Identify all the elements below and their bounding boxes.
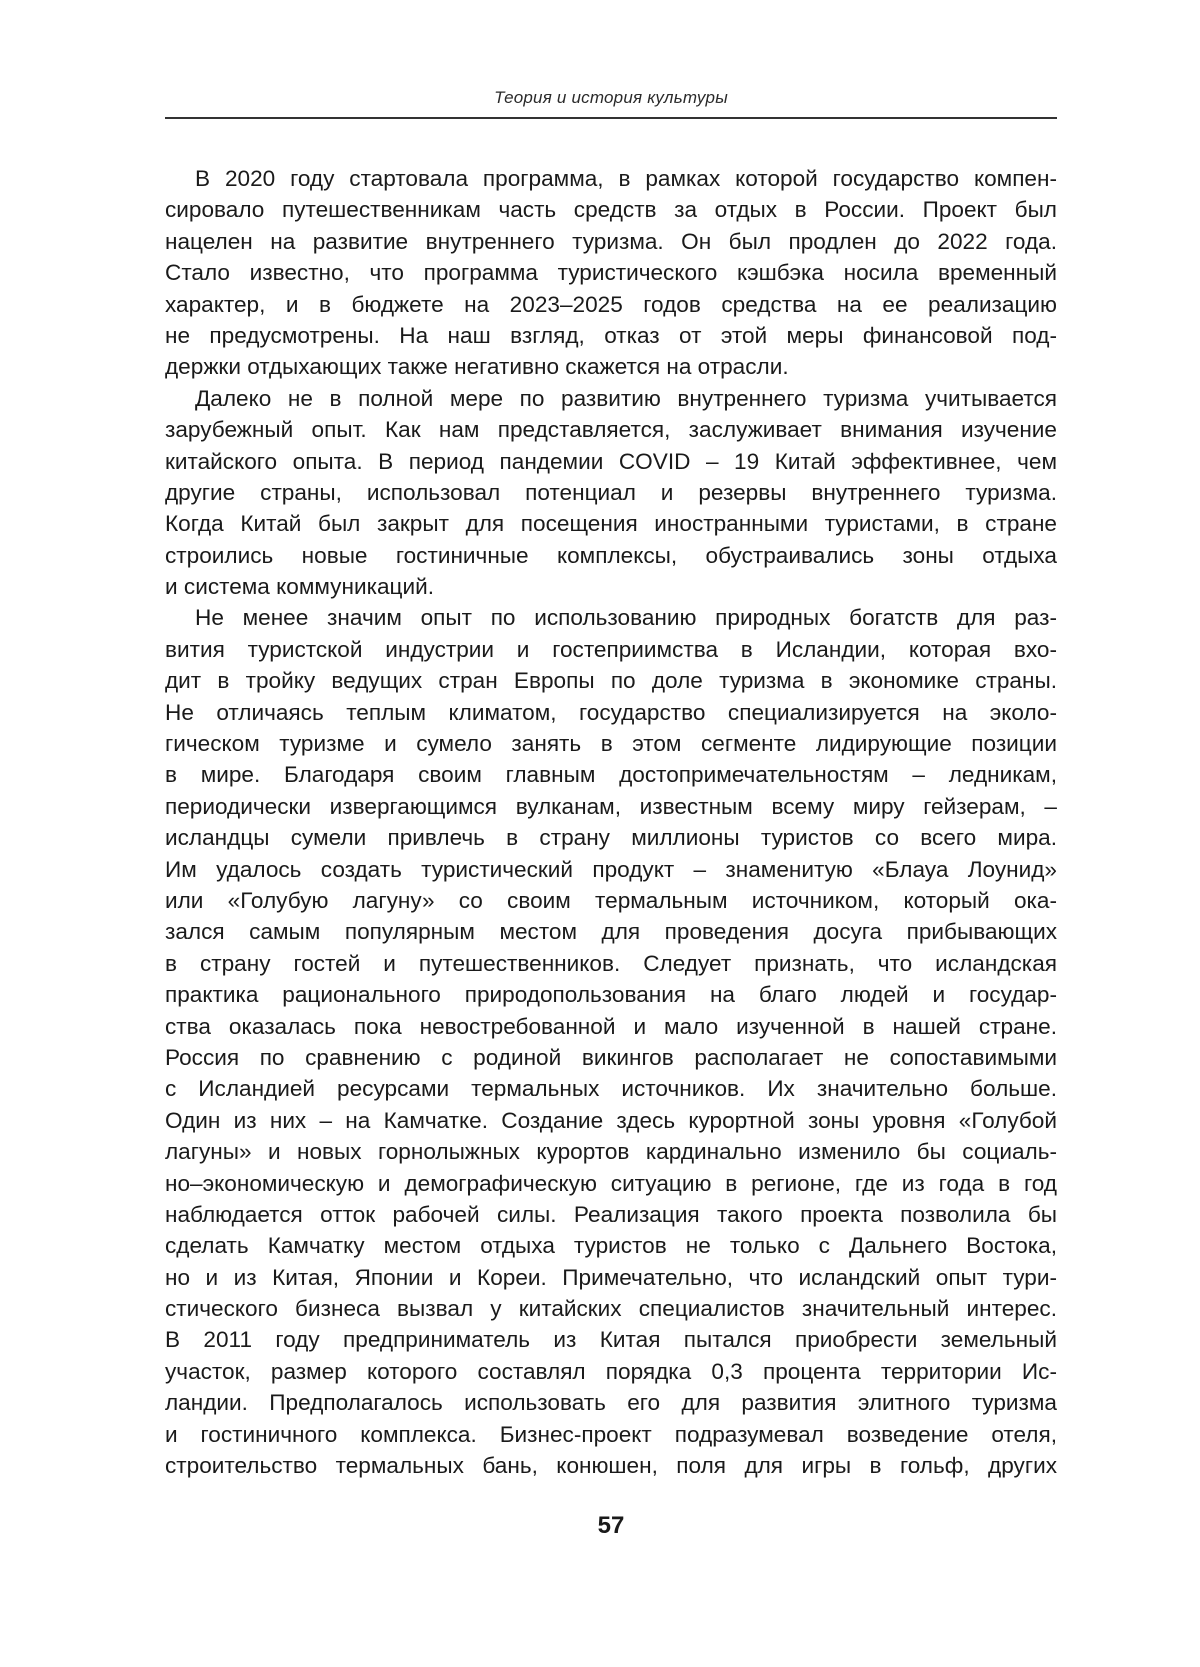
text-line: ландии. Предполагалось использовать его для развития элитного туризма	[165, 1390, 1057, 1416]
text-line: наблюдается отток рабочей силы. Реализация такого проекта позволила бы	[165, 1201, 1057, 1227]
text-line: Далеко не в полной мере по развитию внутреннего туризма учитывается	[195, 385, 1057, 411]
text-line: в страну гостей и путешественников. Следует признать, что исландская	[165, 950, 1057, 976]
text-line: гическом туризме и сумело занять в этом сегменте лидирующие позиции	[165, 731, 1057, 757]
text-line: и гостиничного комплекса. Бизнес-проект подразумевал возведение отеля,	[165, 1421, 1057, 1447]
text-line: китайского опыта. В период пандемии COVID – 19 Китай эффективнее, чем	[165, 448, 1057, 474]
text-line: Не менее значим опыт по использованию природных богатств для раз-	[195, 605, 1057, 631]
body-text	[165, 163, 1057, 1481]
text-line: исландцы сумели привлечь в страну миллионы туристов со всего мира.	[165, 825, 1057, 851]
text-line: Стало известно, что программа туристического кэшбэка носила временный	[165, 260, 1057, 286]
text-line: Один из них – на Камчатке. Создание здесь курортной зоны уровня «Голубой	[165, 1107, 1057, 1133]
text-line: зарубежный опыт. Как нам представляется, заслуживает внимания изучение	[165, 417, 1057, 443]
text-line: стического бизнеса вызвал у китайских специалистов значительный интерес.	[165, 1296, 1057, 1322]
paragraph	[165, 383, 1057, 603]
text-line: или «Голубую лагуну» со своим термальным источником, который ока-	[165, 887, 1057, 913]
text-line: характер, и в бюджете на 2023–2025 годов средства на ее реализацию	[165, 291, 1057, 317]
text-line: вития туристской индустрии и гостеприимства в Исландии, которая вхо-	[165, 636, 1057, 662]
text-line: другие страны, использовал потенциал и резервы внутреннего туризма.	[165, 479, 1057, 505]
text-line: Когда Китай был закрыт для посещения иностранными туристами, в стране	[165, 511, 1057, 537]
text-line: периодически извергающимся вулканам, известным всему миру гейзерам, –	[165, 793, 1057, 819]
paragraph	[165, 602, 1057, 1481]
text-line: участок, размер которого составлял порядка 0,3 процента территории Ис-	[165, 1358, 1057, 1384]
header-rule	[165, 117, 1057, 119]
text-line: нацелен на развитие внутреннего туризма. Он был продлен до 2022 года.	[165, 228, 1057, 254]
text-line: сделать Камчатку местом отдыха туристов не только с Дальнего Востока,	[165, 1233, 1057, 1259]
text-line: строились новые гостиничные комплексы, обустраивались зоны отдыха	[165, 542, 1057, 568]
running-header: Теория и история культуры	[494, 88, 728, 107]
text-line: лагуны» и новых горнолыжных курортов кардинально изменило бы социаль-	[165, 1139, 1057, 1165]
paragraph	[165, 163, 1057, 383]
text-line: В 2011 году предприниматель из Китая пытался приобрести земельный	[165, 1327, 1057, 1353]
text-line: держки отдыхающих также негативно скажется на отрасли.	[165, 354, 789, 380]
page-number: 57	[597, 1512, 625, 1539]
text-line: ства оказалась пока невостребованной и мало изученной в нашей стране.	[165, 1013, 1057, 1039]
text-line: В 2020 году стартовала программа, в рамках которой государство компен-	[195, 166, 1057, 191]
text-line: с Исландией ресурсами термальных источников. Их значительно больше.	[165, 1076, 1057, 1102]
text-line: не предусмотрены. На наш взгляд, отказ от этой меры финансовой под-	[165, 322, 1057, 348]
text-line: Россия по сравнению с родиной викингов располагает не сопоставимыми	[165, 1044, 1057, 1070]
text-line: Не отличаясь теплым климатом, государство специализируется на эколо-	[165, 699, 1057, 725]
text-line: но–экономическую и демографическую ситуацию в регионе, где из года в год	[165, 1170, 1057, 1196]
text-line: зался самым популярным местом для проведения досуга прибывающих	[165, 919, 1057, 945]
text-line: в мире. Благодаря своим главным достопримечательностям – ледникам,	[165, 762, 1057, 788]
text-line: практика рационального природопользования на благо людей и государ-	[165, 982, 1057, 1008]
text-line: и система коммуникаций.	[165, 574, 434, 600]
text-line: сировало путешественникам часть средств за отдых в России. Проект был	[165, 197, 1057, 223]
text-line: но и из Китая, Японии и Кореи. Примечательно, что исландский опыт тури-	[165, 1264, 1057, 1290]
text-line: строительство термальных бань, конюшен, поля для игры в гольф, других	[165, 1453, 1057, 1479]
text-line: Им удалось создать туристический продукт – знаменитую «Блауа Лоунид»	[165, 856, 1057, 882]
text-line: дит в тройку ведущих стран Европы по доле туризма в экономике страны.	[165, 668, 1057, 694]
